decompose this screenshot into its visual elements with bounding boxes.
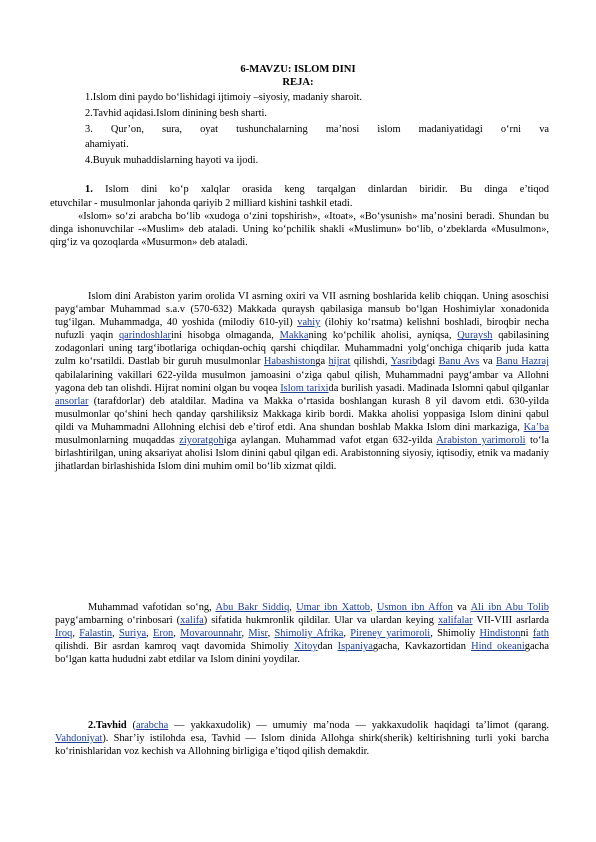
link-xalifalar[interactable]: xalifalar <box>437 615 473 627</box>
paragraph-1-number: 1. <box>85 184 93 195</box>
paragraph-1-line-2: etuvchilar - musulmonlar jahonda qariyib 2 milliard kishini tashkil etadi. <box>50 198 353 209</box>
paragraph-4: Muhammad vafotidan so‘ng, Abu Bakr Siddiq, Umar ibn Xattob, Usmon ibn Affon va Ali ibn Abu Tolib payg‘ambarning o‘rinbosari (xalifa) sifatida hukmronlik qildilar. Ular va ulardan keying xalifalar VII-VIII asrlarda Iroq, Falastin, Suriya, Eron, Movarounnahr, Misr, Shimoliy Afrika, Pireney yarimoroli, Shimoliy Hindistonni fath qilishdi. Bir asrdan kamroq vaqt davomida Shimoliy Xitoydan Ispaniyagacha, Kavkazortidan Hind okeanigacha bo‘lgan katta hududni zabt etdilar va Islom dinini yoydilar. <box>55 602 549 666</box>
link-qarindoshlar[interactable]: qarindoshlar <box>118 330 171 342</box>
plan-heading: REJA: <box>282 77 314 88</box>
link-shimoliy-afrika[interactable]: Shimoliy Afrika <box>274 628 344 640</box>
link-kaba[interactable]: Ka’ba <box>523 421 549 433</box>
link-xalifa[interactable]: xalifa <box>180 615 204 627</box>
link-banu-avs[interactable]: Banu Avs <box>438 356 480 368</box>
link-ispaniya[interactable]: Ispaniya <box>337 641 373 653</box>
link-fath[interactable]: fath <box>532 628 549 640</box>
link-makka[interactable]: Makka <box>279 330 309 342</box>
link-vahdoniyat[interactable]: Vahdoniyat <box>55 733 103 745</box>
link-vahiy[interactable]: vahiy <box>297 317 321 329</box>
paragraph-1-line-1: 1. Islom dini ko‘p xalqlar orasida keng tarqalgan dinlardan biridir. Bu dinga e’tiqod <box>85 184 549 195</box>
link-hind-okeani[interactable]: Hind okeani <box>471 641 525 653</box>
plan-item-3: 3. Qur’on, sura, oyat tushunchalarning ma’nosi islom madaniyatidagi o‘rni va <box>85 124 549 135</box>
link-suriya[interactable]: Suriya <box>119 628 147 640</box>
link-habashiston[interactable]: Habashiston <box>263 356 316 368</box>
link-banu-hazraj[interactable]: Banu Hazraj <box>495 356 549 368</box>
plan-item-2: 2.Tavhid aqidasi.Islom dinining besh sharti. <box>85 108 267 119</box>
link-pireney[interactable]: Pireney yarimoroli <box>350 628 431 640</box>
paragraph-5: 2.Tavhid (arabcha — yakkaxudolik) — umumiy ma’noda — yakkaxudolik haqidagi ta’limot (qarang. Vahdoniyat). Shar’iy istilohda esa, Tavhid — Islom dinida Allohga shirk(sherik) keltirishning turli yoki barcha ko‘rinishlaridan voz kechish va Allohning birligiga e’tiqod qilish demakdir. <box>55 720 549 758</box>
link-xitoy[interactable]: Xitoy <box>293 641 318 653</box>
link-ali[interactable]: Ali ibn Abu Tolib <box>470 602 549 613</box>
link-iroq[interactable]: Iroq <box>55 628 73 640</box>
plan-item-4: 4.Buyuk muhaddislarning hayoti va ijodi. <box>85 155 259 166</box>
link-falastin[interactable]: Falastin <box>79 628 113 640</box>
link-movarounnahr[interactable]: Movarounnahr <box>180 628 242 640</box>
link-hijrat[interactable]: hijrat <box>328 356 351 368</box>
link-ansorlar[interactable]: ansorlar <box>55 395 89 407</box>
link-umar[interactable]: Umar ibn Xattob <box>296 602 370 613</box>
link-misr[interactable]: Misr <box>248 628 268 640</box>
paragraph-2: «Islom» so‘zi arabcha bo‘lib «xudoga o‘zini topshirish», «Itoat», «Bo‘ysunish» ma’nosini beradi. Shundan bu dinga ishonuvchilar -«Muslim» deb ataladi. Uning ko‘pchilik shakli «Muslimun» bo‘lib, o‘zbeklarda «Musulmon», qirg‘iz va qozoqlarda «Musurmon» deb ataladi. <box>50 211 549 249</box>
document-title: 6-MAVZU: ISLOM DINI <box>240 64 356 75</box>
link-ziyoratgoh[interactable]: ziyoratgoh <box>179 435 224 447</box>
plan-item-1: 1.Islom dini paydo bo‘lishidagi ijtimoiy –siyosiy, madaniy sharoit. <box>85 92 362 103</box>
tavhid-heading: 2.Tavhid <box>88 720 127 731</box>
link-abu-bakr[interactable]: Abu Bakr Siddiq <box>215 602 290 613</box>
link-hindiston[interactable]: Hindiston <box>479 628 521 640</box>
link-eron[interactable]: Eron <box>153 628 174 640</box>
link-usmon[interactable]: Usmon ibn Affon <box>376 602 453 613</box>
paragraph-3: Islom dini Arabiston yarim orolida VI asrning oxiri va VII asrning boshlarida kelib chiqqan. Uning asoschisi payg‘ambar Muhammad s.a.v (570-632) Makkada quraysh qabilasiga mansub bo‘lgan Hoshimiylar xonadonida tug‘ilgan. Muhammadga, 40 yoshida (milodiy 610-yil) vahiy (ilohiy ko‘rsatma) kelishni boshladi, biroqbir necha nufuzli yaqin qarindoshlarini hisobga olmaganda, Makkaning ko‘pchilik aholisi, ayniqsa, Quraysh qabilasining zodagonlari uning targ‘ibotlariga ochiqdan-ochiq qarshi chiqdilar. Muhammadni yolg‘onchiga chiqarib juda katta zulm ko‘rsatildi. Dastlab bir guruh musulmonlar Habashistonga hijrat qilishdi, Yasribdagi Banu Avs va Banu Hazraj qabilalarining vakillari 622-yilda musulmon jamoasini o‘ziga qabul qilish, Muhammadni payg‘ambar va Allohni yagona deb tan olishdi. Hijrat nomini olgan bu voqea Islom tarixida burilish yasadi. Madinada Islomni qabul qilganlar ansorlar (tarafdorlar) deb ataldilar. Madina va Makka o‘rtasida boshlangan kurash 8 yil davom etdi. 630-yilda musulmonlar qo‘shini hech qanday qarshiliksiz Makkaga kirib bordi. Makka aholisi yoppasiga Islom dinini qabul qildi va Muhammadni Allohning elchisi deb e’tirof etdi. Ana shundan boshlab Makka Islom dini markaziga, Ka’ba musulmonlarning muqaddas ziyoratgohiga aylangan. Muhammad vafot etgan 632-yilda Arabiston yarimoroli to‘la birlashtirilgan, uning aksariyat aholisi Islom dinini qabul qilgan edi. Arabistonning siyosiy, iqtisodiy, etnik va madaniy jihatlardan birlashishida Islom dini muhim omil bo‘lib xizmat qildi. <box>55 291 550 473</box>
link-islom-tarixi[interactable]: Islom tarixi <box>280 382 329 394</box>
link-quraysh[interactable]: Quraysh <box>457 330 493 342</box>
link-arabcha[interactable]: arabcha <box>135 720 169 731</box>
link-arabiston-yarimoroli[interactable]: Arabiston yarimoroli <box>436 435 526 447</box>
plan-item-3-cont: ahamiyati. <box>85 139 129 150</box>
link-yasrib[interactable]: Yasrib <box>390 356 418 368</box>
